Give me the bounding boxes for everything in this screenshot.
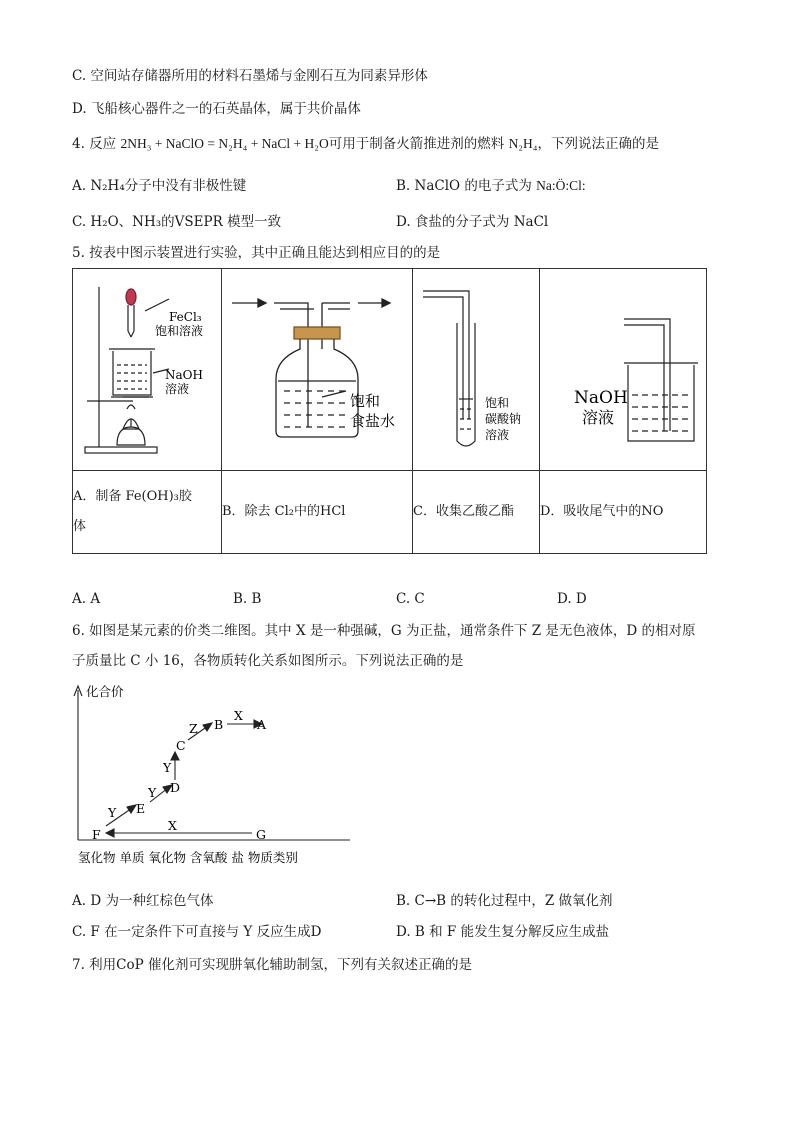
- caption-a-line1: A．制备 Fe(OH)₃胶: [73, 489, 192, 504]
- caption-c: C．收集乙酸乙酯: [413, 471, 540, 554]
- q4-fuel: N₂H₄: [508, 136, 538, 151]
- q3-option-c: C. 空间站存储器所用的材料石墨烯与金刚石互为同素异形体: [72, 68, 428, 84]
- q4-option-b-formula: Na:Ö:Cl:: [536, 178, 586, 193]
- point-e: E: [136, 801, 146, 816]
- q4-stem-b: 可用于制备火箭推进剂的燃料: [328, 136, 505, 152]
- apparatus-d-cell: [540, 269, 707, 471]
- point-c: C: [176, 738, 186, 753]
- arrow-label-z: Z: [189, 721, 198, 736]
- q4-option-d: D. 食盐的分子式为 NaCl: [396, 214, 549, 230]
- q6-option-b: B. C→B 的转化过程中，Z 做氧化剂: [396, 893, 613, 909]
- q4-stem-a: 反应: [89, 136, 117, 152]
- experiment-table: [72, 268, 707, 554]
- label-brine: 食盐水: [350, 412, 396, 430]
- label-saturated-solution-a: 饱和溶液: [155, 324, 204, 338]
- chart-y-axis-label: 化合价: [86, 684, 124, 699]
- q5-stem: 5. 按表中图示装置进行实验，其中正确且能达到相应目的的是: [72, 245, 441, 261]
- q6-stem-line2: 子质量比 C 小 16，各物质转化关系如图所示。下列说法正确的是: [72, 653, 464, 669]
- apparatus-c-cell: [413, 269, 540, 471]
- arrow-label-y2: Y: [148, 785, 157, 800]
- label-sodium-carbonate: 碳酸钠: [485, 412, 522, 426]
- q5-answer-d: D. D: [557, 591, 587, 607]
- label-saturated-c: 饱和: [485, 396, 510, 410]
- point-g: G: [256, 827, 266, 842]
- arrow-label-y1: Y: [108, 805, 117, 820]
- label-solution-c: 溶液: [485, 428, 510, 442]
- point-f: F: [92, 827, 101, 842]
- caption-b: B．除去 Cl₂中的HCl: [222, 471, 413, 554]
- apparatus-b-cell: [222, 269, 413, 471]
- apparatus-b-figure: [222, 269, 412, 466]
- q4-stem: [72, 135, 659, 153]
- q4-option-b-text: B. NaClO 的电子式为: [396, 178, 532, 194]
- caption-d: D．吸收尾气中的NO: [540, 471, 707, 554]
- q6-option-d: D. B 和 F 能发生复分解反应生成盐: [396, 924, 610, 940]
- point-b: B: [214, 717, 224, 732]
- q4-equation: 2NH₃ + NaClO = N₂H₄ + NaCl + H₂O: [120, 136, 329, 151]
- valence-class-diagram: [60, 682, 360, 872]
- label-naoh-d: NaOH: [574, 388, 628, 408]
- chart-x-axis-label: 氢化物 单质 氧化物 含氧酸 盐 物质类别: [78, 850, 298, 865]
- caption-a: [73, 471, 222, 554]
- q5-answer-a: A. A: [72, 591, 101, 607]
- apparatus-a-cell: [73, 269, 222, 471]
- caption-a-line2: 体: [73, 519, 87, 534]
- label-naoh-a: NaOH: [165, 368, 203, 382]
- q6-option-a: A. D 为一种红棕色气体: [72, 893, 214, 909]
- q5-answer-b: B. B: [233, 591, 262, 607]
- point-d: D: [170, 780, 181, 795]
- label-solution-a: 溶液: [165, 382, 190, 396]
- q6-option-c: C. F 在一定条件下可直接与 Y 反应生成D: [72, 924, 322, 940]
- label-solution-d: 溶液: [582, 408, 615, 427]
- arrow-label-x-bottom: X: [168, 818, 177, 833]
- apparatus-a-figure: [73, 269, 221, 466]
- q4-option-b: [396, 177, 586, 195]
- q6-stem-line1: 6. 如图是某元素的价类二维图。其中 X 是一种强碱，G 为正盐，通常条件下 Z 是无色液体，D 的相对原: [72, 623, 696, 639]
- q4-stem-c: ，下列说法正确的是: [537, 136, 659, 152]
- q3-option-d: D. 飞船核心器件之一的石英晶体，属于共价晶体: [72, 101, 361, 117]
- q5-answer-c: C. C: [396, 591, 425, 607]
- arrow-label-x-top: X: [234, 708, 243, 723]
- q4-option-c: C. H₂O、NH₃的VSEPR 模型一致: [72, 214, 282, 230]
- label-fecl3: FeCl₃: [169, 310, 202, 324]
- q7-stem: 7. 利用CoP 催化剂可实现肼氧化辅助制氢，下列有关叙述正确的是: [72, 957, 473, 973]
- point-a: A: [257, 717, 267, 732]
- q4-number: 4.: [72, 136, 85, 152]
- apparatus-d-figure: [540, 269, 706, 466]
- apparatus-c-figure: [413, 269, 539, 466]
- q4-option-a: A. N₂H₄分子中没有非极性键: [72, 178, 247, 194]
- arrow-label-y3: Y: [163, 760, 172, 775]
- label-saturated-b: 饱和: [350, 392, 381, 410]
